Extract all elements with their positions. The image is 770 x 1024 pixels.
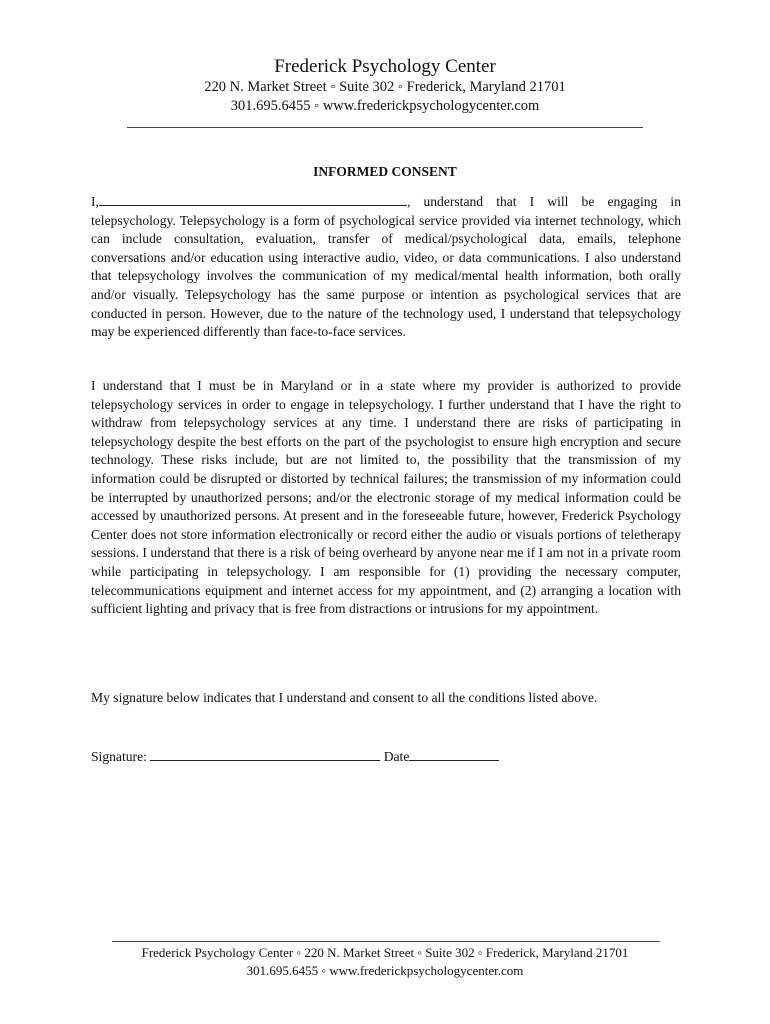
signature-row [91, 747, 681, 767]
date-label: Date [383, 749, 410, 764]
paragraph-consent-intro [91, 192, 681, 342]
footer-divider [112, 941, 660, 942]
header-contact: 301.695.6455 ◦ www.frederickpsychologycenter.com [230, 98, 540, 114]
signature-label: Signature: [91, 749, 147, 764]
name-blank-line[interactable] [99, 192, 407, 206]
header-address: 220 N. Market Street ◦ Suite 302 ◦ Frederick, Maryland 21701 [204, 79, 566, 95]
signature-blank-line[interactable] [150, 747, 380, 761]
date-blank-line[interactable] [409, 747, 499, 761]
paragraph-3-text: My signature below indicates that I understand and consent to all the conditions listed above. [91, 690, 598, 705]
letterhead [0, 56, 770, 116]
footer-contact: 301.695.6455 ◦ www.frederickpsychologycenter.com [246, 963, 524, 978]
organization-name: Frederick Psychology Center [274, 56, 496, 77]
footer-address: Frederick Psychology Center ◦ 220 N. Market Street ◦ Suite 302 ◦ Frederick, Maryland 21701 [141, 945, 629, 960]
paragraph-1-text: , understand that I will be engaging in telepsychology. Telepsychology is a form of psychological service provided via internet technology, which can include consultation, evaluation, transfer of medical/psychological data, emails, telephone conversations and/or education using interactive audio, video, or data communications. I also understand that telepsychology involves the communication of my medical/mental health information, both orally and/or visually. Telepsychology has the same purpose or intention as psychological services that are conducted in person. However, due to the nature of the technology used, I understand that telepsychology may be experienced differently than face-to-face services. [91, 194, 681, 340]
paragraph-2-text: I understand that I must be in Maryland or in a state where my provider is authorized to provide telepsychology services in order to engage in telepsychology. I further understand that I have the right to withdraw from telepsychology services at any time. I understand there are risks of participating in telepsychology despite the best efforts on the part of the psychologist to ensure high encryption and secure technology. These risks include, but are not limited to, the possibility that the transmission of my information could be disrupted or distorted by technical failures; the transmission of my information could be interrupted by unauthorized persons; and/or the electronic storage of my medical information could be accessed by unauthorized persons. At present and in the foreseeable future, however, Frederick Psychology Center does not store information electronically or record either the audio or visuals portions of teletherapy sessions. I understand that there is a risk of being overheard by anyone near me if I am not in a private room while participating in telepsychology. I am responsible for (1) providing the necessary computer, telecommunications equipment and internet access for my appointment, and (2) arranging a location with sufficient lighting and privacy that is free from distractions or intrusions for my appointment. [91, 378, 681, 617]
paragraph-signature-statement [91, 689, 681, 708]
paragraph-risks [91, 377, 681, 619]
name-prefix: I, [91, 194, 99, 209]
document-title: INFORMED CONSENT [313, 164, 457, 179]
header-divider [127, 127, 643, 128]
footer [0, 944, 770, 980]
